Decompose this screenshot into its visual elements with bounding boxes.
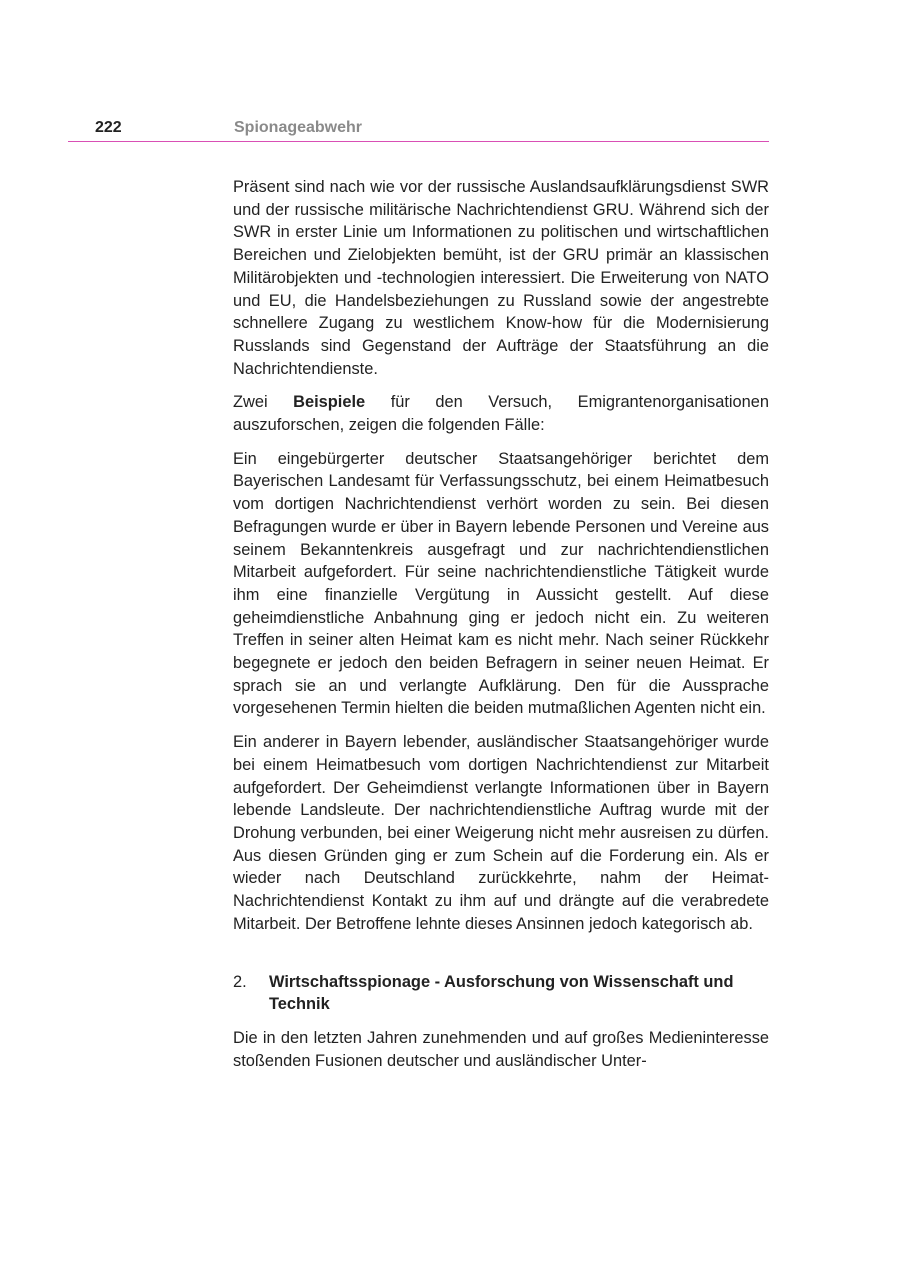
paragraph-intelligence-services: Präsent sind nach wie vor der russische Auslandsaufklärungsdienst SWR und der russische militärische Nachrichtendienst GRU. Während sich der SWR in erster Linie um Informationen zu politischen und wirtschaftlichen Bereichen und Zielobjekten bemüht, ist der GRU primär an klassischen Militärobjekten und -technologien interessiert. Die Erweiterung von NATO und EU, die Handelsbeziehungen zu Russland sowie der angestrebte schnellere Zugang zu westlichem Know-how für die Modernisierung Russlands sind Gegenstand der Aufträge der Staatsführung an die Nachrichtendienste. [233,178,769,378]
running-header [68,117,769,142]
examples-intro-end: für den Versuch, Emigrantenorganisationen auszuforschen, zeigen die folgenden Fälle: [233,393,769,435]
paragraph-examples-intro [233,391,769,436]
page-number: 222 [95,119,122,136]
section-number: 2. [233,972,247,991]
examples-intro-start: Zwei [233,393,294,412]
section-heading [233,971,769,1016]
paragraph-case-two: Ein anderer in Bayern lebender, ausländischer Staatsangehöriger wurde bei einem Heimatbesuch vom dortigen Nachrichtendienst zur Mitarbeit aufgefordert. Der Geheimdienst verlangte Informationen über in Bayern lebende Landsleute. Der nachrichtendienstliche Auftrag wurde mit der Drohung verbunden, bei einer Weigerung nicht mehr ausreisen zu dürfen. Aus diesen Gründen ging er zum Schein auf die Forderung ein. Als er wieder nach Deutschland zurückkehrte, nahm der Heimat-Nachrichtendienst Kontakt zu ihm auf und drängte auf die verabredete Mitarbeit. Der Betroffene lehnte dieses Ansinnen jedoch kategorisch ab. [233,733,769,933]
running-title: Spionageabwehr [234,119,363,136]
section-title: Wirtschaftsspionage - Ausforschung von Wissenschaft und Technik [269,972,734,1014]
paragraph-case-one: Ein eingebürgerter deutscher Staatsangehöriger berichtet dem Bayerischen Landesamt für Verfassungsschutz, bei einem Heimatbesuch vom dortigen Nachrichtendienst verhört worden zu sein. Bei diesen Befragungen wurde er über in Bayern lebende Personen und Vereine aus seinem Bekanntenkreis ausgefragt und zur nachrichtendienstlichen Mitarbeit aufgefordert. Für seine nachrichtendienstliche Tätigkeit wurde ihm eine finanzielle Vergütung in Aussicht gestellt. Auf diese geheimdienstliche Anbahnung ging er jedoch nicht ein. Zu weiteren Treffen in seiner alten Heimat kam es nicht mehr. Nach seiner Rückkehr begegnete er jedoch den beiden Befragern in seiner neuen Heimat. Er sprach sie an und verlangte Aufklärung. Den für die Aussprache vorgesehenen Termin hielten die beiden mutmaßlichen Agenten nicht ein. [233,449,769,718]
examples-keyword: Beispiele [293,393,366,412]
paragraph-economic-espionage: Die in den letzten Jahren zunehmenden und auf großes Medieninteresse stoßenden Fusionen deutscher und ausländischer Unter- [233,1028,769,1070]
body-text [233,176,769,1083]
